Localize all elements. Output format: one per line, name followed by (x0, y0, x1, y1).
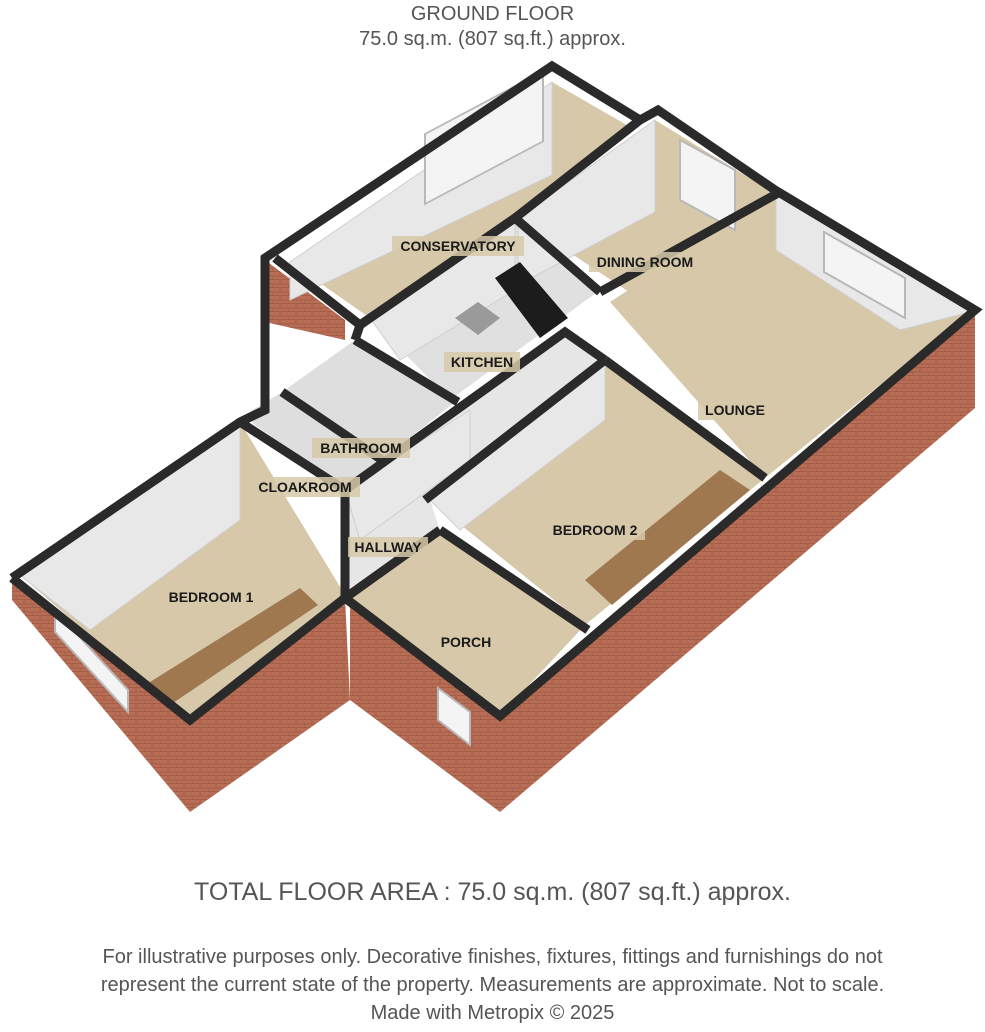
label-dining-room: DINING ROOM (596, 254, 694, 270)
disclaimer-line-2: represent the current state of the property. Measurements are approximate. Not to scale. (100, 974, 885, 996)
label-bedroom-1: BEDROOM 1 (168, 589, 254, 605)
floor-title: GROUND FLOOR (410, 3, 575, 25)
label-hallway: HALLWAY (354, 539, 422, 555)
disclaimer (0, 943, 985, 1027)
total-floor-area: TOTAL FLOOR AREA : 75.0 sq.m. (807 sq.ft.) approx. (194, 878, 791, 906)
label-cloakroom: CLOAKROOM (258, 479, 352, 495)
label-bedroom-2: BEDROOM 2 (552, 522, 638, 538)
credit-line: Made with Metropix © 2025 (370, 1002, 615, 1024)
label-lounge: LOUNGE (705, 402, 765, 418)
label-conservatory: CONSERVATORY (400, 238, 516, 254)
label-bathroom: BATHROOM (320, 440, 402, 456)
label-porch: PORCH (440, 634, 492, 650)
floor-area: 75.0 sq.m. (807 sq.ft.) approx. (359, 28, 626, 50)
disclaimer-line-1: For illustrative purposes only. Decorative finishes, fixtures, fittings and furnishings do not (102, 946, 883, 968)
label-kitchen: KITCHEN (450, 354, 514, 370)
